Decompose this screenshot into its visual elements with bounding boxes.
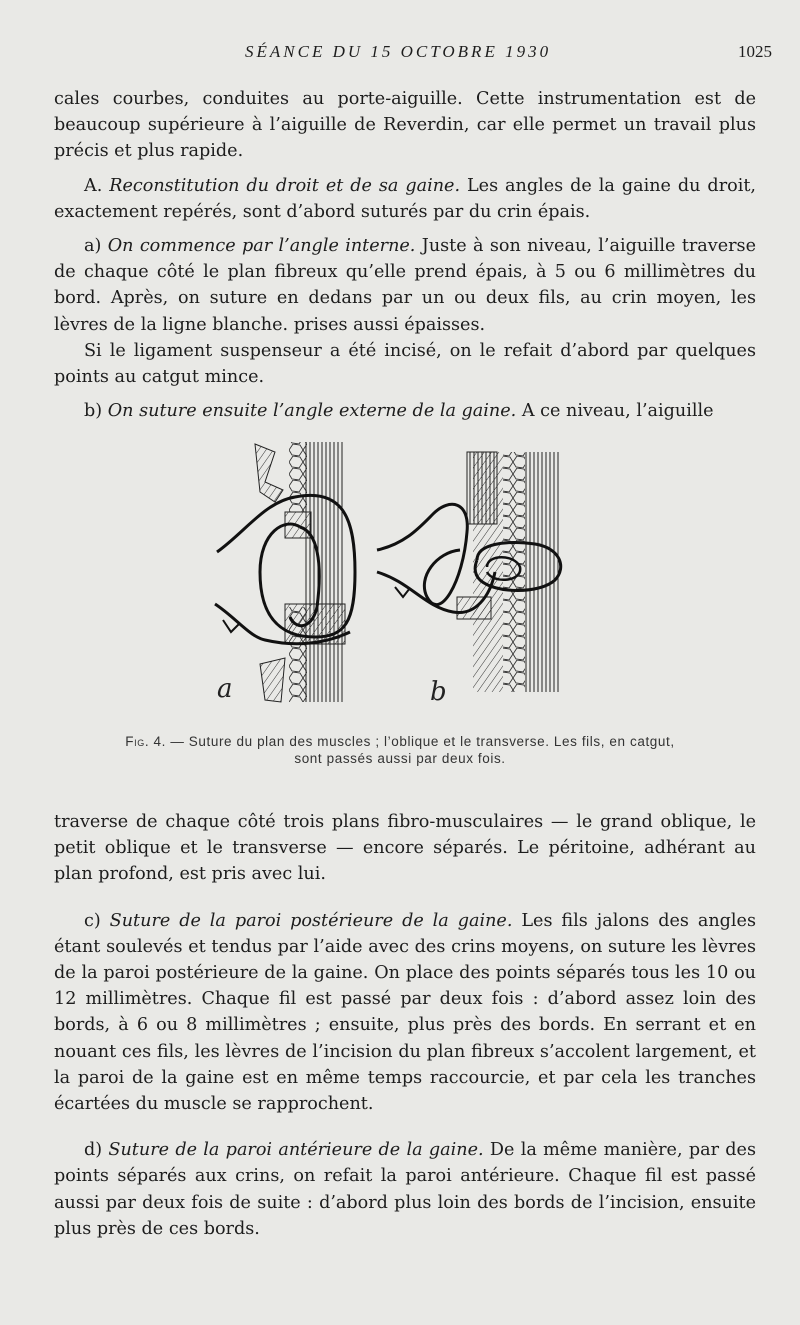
figure-a-drawing [215, 442, 355, 702]
paragraph-a [54, 233, 756, 338]
item-label: d) [84, 1140, 109, 1161]
figure-b-drawing [377, 452, 561, 692]
figure-suture-illustration [205, 432, 595, 712]
paragraph-section-a [54, 173, 756, 225]
section-label: A. [84, 175, 110, 196]
text-block-bottom [54, 809, 756, 1242]
section-text: Les angles de la gaine du droit, exactement repérés, sont d’abord suturés par du crin épais. [54, 175, 756, 222]
figure-label-a: a [217, 674, 233, 704]
paragraph-c [54, 908, 756, 1118]
item-title: On suture ensuite l’angle externe de la gaine. [107, 401, 517, 422]
paragraph-b [54, 398, 756, 424]
paragraph-continuation: cales courbes, conduites au porte-aiguille. Cette instrumentation est de beaucoup supérieure à l’aiguille de Reverdin, car elle permet un travail plus précis et plus rapide. [54, 89, 756, 162]
item-title: Suture de la paroi antérieure de la gaine. [108, 1140, 484, 1161]
running-head: SÉANCE DU 15 OCTOBRE 1930 [245, 42, 552, 61]
figure-caption [110, 733, 690, 767]
page-header [0, 42, 800, 68]
text-block-top [54, 86, 756, 424]
suture-drawing [205, 432, 595, 712]
caption-label: Fig. 4. [125, 734, 166, 749]
item-label: b) [84, 401, 108, 422]
item-text: Juste à son niveau, l’aiguille traverse de chaque côté le plan fibreux qu’elle prend épais, à 5 ou 6 millimètres du bord. Après, on suture en dedans par un ou deux fils, au crin moyen, les lèvres de la ligne blanche. prises aussi épaisses. [54, 236, 756, 335]
item-title: On commence par l’angle interne. [107, 236, 416, 257]
item-label: c) [84, 910, 110, 931]
section-title: Reconstitution du droit et de sa gaine. [109, 175, 461, 196]
item-text: Les fils jalons des angles étant soulevés et tendus par l’aide avec des crins moyens, on suture les lèvres de la paroi postérieure de la gaine. On place des points séparés tous les 10 ou 12 millimètres. Chaque fil est passé par deux fois : d’abord assez loin des bords, à 6 ou 8 millimètres ; ensuite, plus près des bords. En serrant et en nouant ces fils, les lèvres de l’incision du plan fibreux s’accolent largement, et la paroi de la gaine est en même temps raccourcie, et par cela les tranches écartées du muscle se rapprochent. [54, 910, 756, 1115]
item-title: Suture de la paroi postérieure de la gaine. [109, 910, 513, 931]
page-number: 1025 [738, 42, 772, 61]
paragraph-continuation-b: traverse de chaque côté trois plans fibro-musculaires — le grand oblique, le petit oblique et le transverse — encore séparés. Le péritoine, adhérant au plan profond, est pris avec lui. [54, 812, 756, 885]
item-text: De la même manière, par des points séparés aux crins, on refait la paroi antérieure. Chaque fil est passé aussi par deux fois de suite : d’abord plus loin des bords de l’incision, ensuite plus près de ces bords. [54, 1140, 756, 1239]
item-text: A ce niveau, l’aiguille [516, 401, 714, 422]
paragraph-d [54, 1137, 756, 1242]
item-label: a) [84, 236, 108, 257]
caption-text: — Suture du plan des muscles ; l’oblique et le transverse. Les fils, en catgut, sont passés aussi par deux fois. [165, 734, 675, 766]
paragraph-ligament: Si le ligament suspenseur a été incisé, on le refait d’abord par quelques points au catgut mince. [54, 340, 756, 388]
figure-label-b: b [430, 677, 447, 707]
